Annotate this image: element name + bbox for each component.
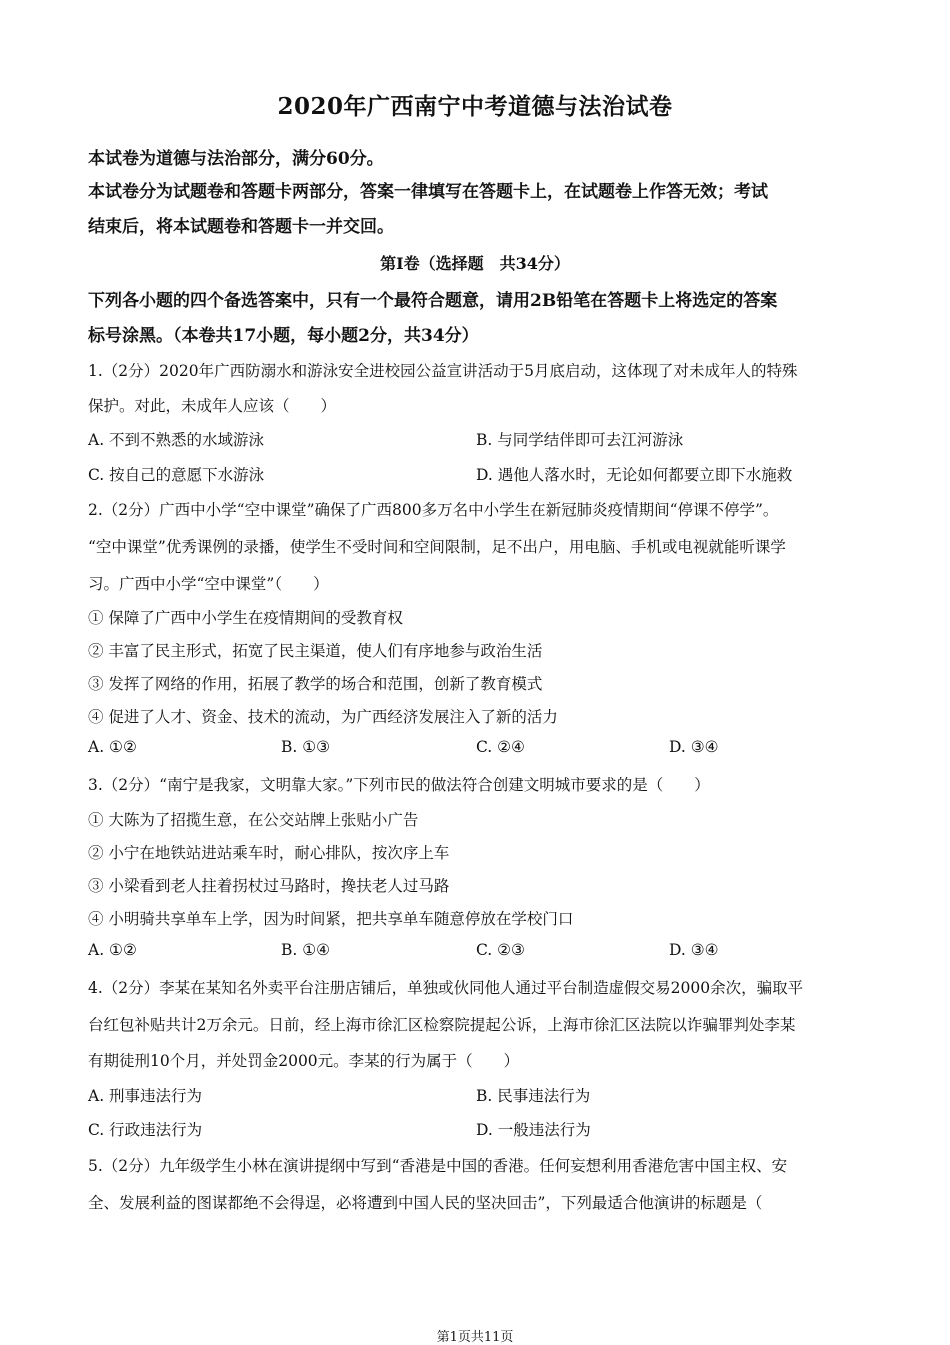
question-3-stem: 3.（2分）“南宁是我家，文明靠大家。”下列市民的做法符合创建文明城市要求的是（ ）: [88, 776, 710, 794]
question-5-stem: 全、发展利益的图谋都绝不会得逞，必将遭到中国人民的坚决回击”，下列最适合他演讲的标题是（: [88, 1194, 763, 1212]
question-1-option-c: C. 按自己的意愿下水游泳: [88, 466, 265, 484]
question-2-option-a: A. ①②: [88, 738, 137, 756]
question-3-option-d: D. ③④: [669, 941, 719, 959]
question-2-item: ② 丰富了民主形式，拓宽了民主渠道，使人们有序地参与政治生活: [88, 642, 543, 660]
question-3-item: ③ 小梁看到老人拄着拐杖过马路时，搀扶老人过马路: [88, 877, 450, 895]
question-4-option-a: A. 刑事违法行为: [88, 1087, 203, 1105]
question-3-item: ② 小宁在地铁站进站乘车时，耐心排队，按次序上车: [88, 844, 450, 862]
question-4-stem: 4.（2分）李某在某知名外卖平台注册店铺后，单独或伙同他人通过平台制造虚假交易2000余次，骗取平: [88, 979, 804, 997]
question-2-item: ① 保障了广西中小学生在疫情期间的受教育权: [88, 609, 403, 627]
question-4-stem: 有期徒刑10个月，并处罚金2000元。李某的行为属于（ ）: [88, 1052, 520, 1070]
question-1-stem: 保护。对此，未成年人应该（ ）: [88, 397, 337, 415]
question-2-option-d: D. ③④: [669, 738, 719, 756]
question-2-stem: 习。广西中小学“空中课堂”（ ）: [88, 575, 329, 593]
question-3-item: ④ 小明骑共享单车上学，因为时间紧，把共享单车随意停放在学校门口: [88, 910, 574, 928]
section-instructions: 标号涂黑。（本卷共17小题，每小题2分，共34分）: [88, 326, 479, 346]
question-3-item: ① 大陈为了招揽生意，在公交站牌上张贴小广告: [88, 811, 419, 829]
question-2-option-b: B. ①③: [281, 738, 331, 756]
question-1-option-b: B. 与同学结伴即可去江河游泳: [476, 431, 684, 449]
intro-line: 本试卷分为试题卷和答题卡两部分，答案一律填写在答题卡上，在试题卷上作答无效；考试: [88, 182, 768, 202]
question-2-option-c: C. ②④: [476, 738, 525, 756]
question-3-option-a: A. ①②: [88, 941, 137, 959]
intro-line: 本试卷为道德与法治部分，满分60分。: [88, 149, 384, 169]
question-2-item: ④ 促进了人才、资金、技术的流动，为广西经济发展注入了新的活力: [88, 708, 558, 726]
page-footer: 第1页共11页: [436, 1330, 514, 1345]
question-2-item: ③ 发挥了网络的作用，拓展了教学的场合和范围，创新了教育模式: [88, 675, 543, 693]
page-title: 2020年广西南宁中考道德与法治试卷: [277, 93, 673, 120]
question-2-stem: 2.（2分）广西中小学“空中课堂”确保了广西800多万名中小学生在新冠肺炎疫情期间“停课不停学”。: [88, 501, 779, 519]
question-3-option-b: B. ①④: [281, 941, 331, 959]
question-1-option-a: A. 不到不熟悉的水域游泳: [88, 431, 265, 449]
question-2-stem: “空中课堂”优秀课例的录播，使学生不受时间和空间限制，足不出户，用电脑、手机或电视就能听课学: [88, 538, 786, 556]
question-4-stem: 台红包补贴共计2万余元。日前，经上海市徐汇区检察院提起公诉，上海市徐汇区法院以诈骗罪判处李某: [88, 1016, 796, 1034]
question-4-option-b: B. 民事违法行为: [476, 1087, 591, 1105]
intro-line: 结束后，将本试题卷和答题卡一并交回。: [88, 217, 394, 237]
question-3-option-c: C. ②③: [476, 941, 525, 959]
question-4-option-d: D. 一般违法行为: [476, 1121, 591, 1139]
section-instructions: 下列各小题的四个备选答案中，只有一个最符合题意，请用2B铅笔在答题卡上将选定的答案: [88, 291, 778, 311]
question-1-stem: 1.（2分）2020年广西防溺水和游泳安全进校园公益宣讲活动于5月底启动，这体现了对未成年人的特殊: [88, 362, 798, 380]
question-5-stem: 5.（2分）九年级学生小林在演讲提纲中写到“香港是中国的香港。任何妄想利用香港危害中国主权、安: [88, 1157, 788, 1175]
question-1-option-d: D. 遇他人落水时，无论如何都要立即下水施救: [476, 466, 793, 484]
section-title: 第Ⅰ卷（选择题 共34分）: [380, 254, 570, 273]
question-4-option-c: C. 行政违法行为: [88, 1121, 203, 1139]
